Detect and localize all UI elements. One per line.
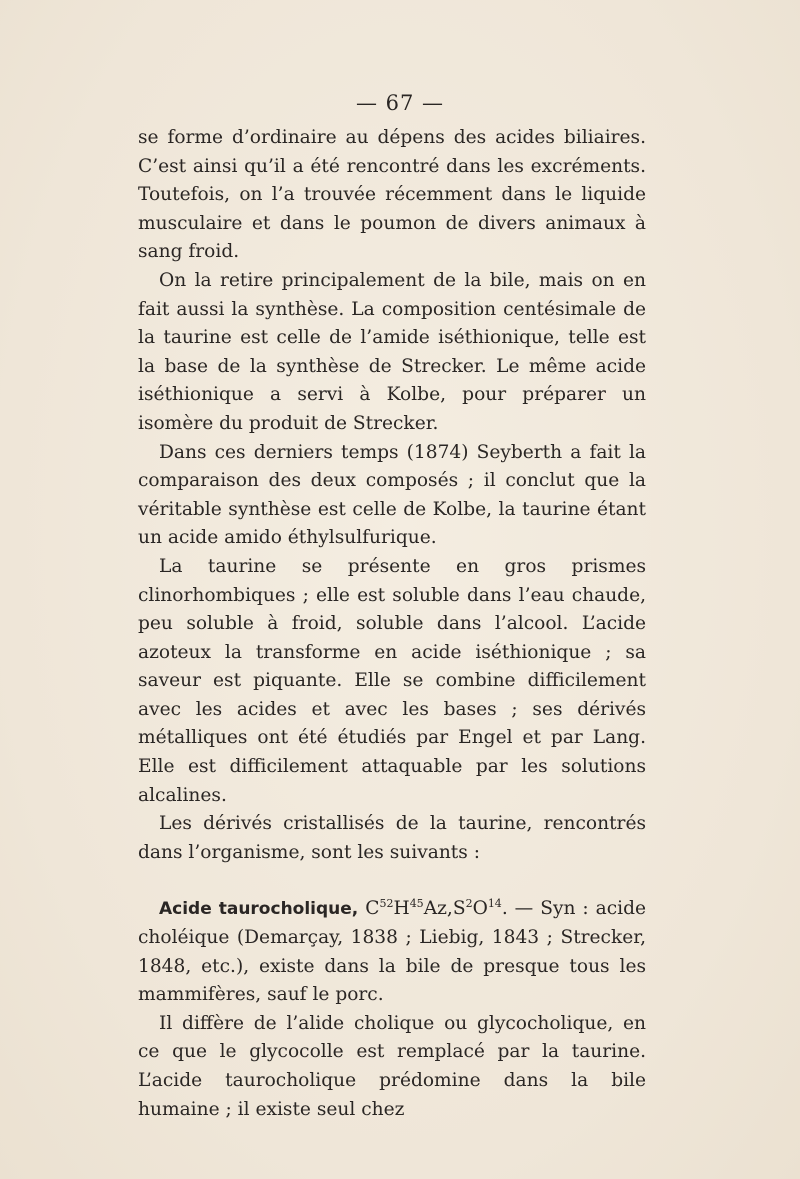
paragraph-4: La taurine se présente en gros prismes clinorhombiques ; elle est soluble dans l’eau chaude, peu soluble à froid, soluble dans l’alcool. L’acide azoteux la transforme en acide iséthionique ; sa saveur est piquante. Elle se combine difficilement avec les acides et avec les bases ; ses dérivés métalliques ont été étudiés par Engel et par Lang. Elle est difficilement attaquable par les solutions alcalines. bbox=[138, 555, 646, 806]
entry-taurocholic-acid bbox=[138, 895, 646, 1009]
body-text bbox=[138, 124, 646, 1124]
entry-description: . — Syn : acide choléique (Demarçay, 1838 ; Liebig, 1843 ; Strecker, 1848, etc.), existe dans la bile de presque tous les mammifères, sauf le porc. bbox=[138, 898, 646, 1006]
page-number: — 67 — bbox=[355, 91, 445, 115]
chemical-formula: $C^{52}H^{45}Az,S^2O^{14}$ bbox=[365, 897, 502, 920]
section-gap bbox=[138, 867, 646, 895]
paragraph-1: se forme d’ordinaire au dépens des acides biliaires. C’est ainsi qu’il a été rencontré dans les excréments. Toutefois, on l’a trouvée récemment dans le liquide musculaire et dans le poumon de divers animaux à sang froid. bbox=[138, 127, 646, 263]
paragraph-3: Dans ces derniers temps (1874) Seyberth a fait la comparaison des deux composés ; il conclut que la véritable synthèse est celle de Kolbe, la taurine étant un acide amido éthylsulfurique. bbox=[138, 441, 646, 549]
paragraph-2: On la retire principalement de la bile, mais on en fait aussi la synthèse. La composition centésimale de la taurine est celle de l’amide iséthionique, telle est la base de la synthèse de Strecker. Le même acide iséthionique a servi à Kolbe, pour préparer un isomère du produit de Strecker. bbox=[138, 269, 646, 434]
paragraph-5: Les dérivés cristallisés de la taurine, rencontrés dans l’organisme, sont les suivants : bbox=[138, 813, 646, 863]
entry-term: Acide taurocholique, bbox=[159, 899, 359, 920]
paragraph-7: Il diffère de l’alide cholique ou glycocholique, en ce que le glycocolle est remplacé par la taurine. L’acide taurocholique prédomine dans la bile humaine ; il existe seul chez bbox=[138, 1012, 646, 1120]
